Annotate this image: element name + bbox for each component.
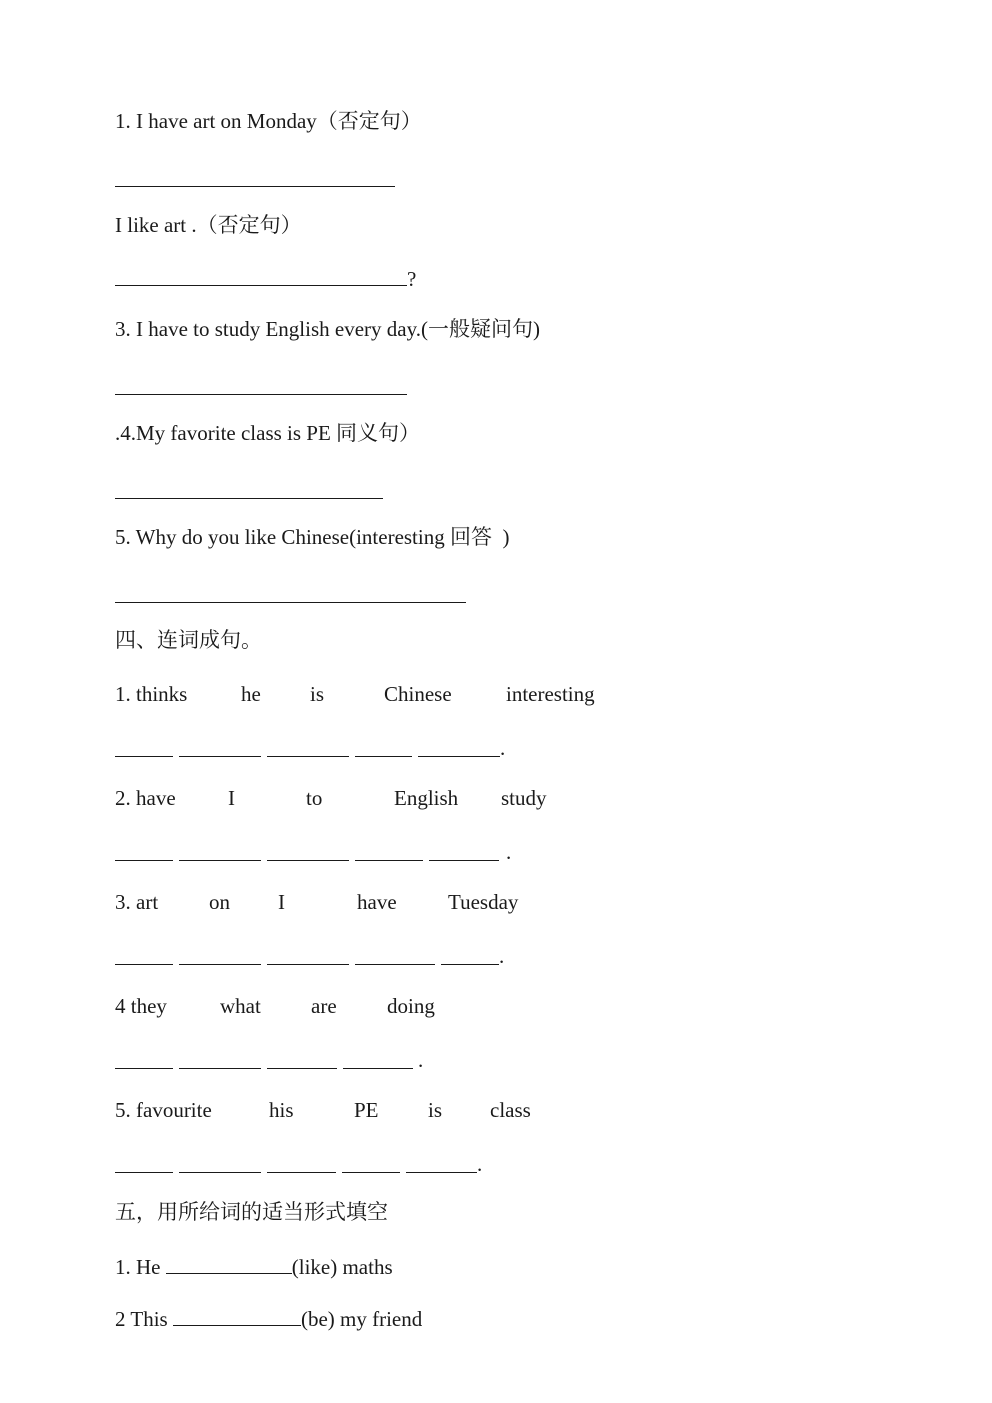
answer-line-3[interactable] bbox=[115, 374, 407, 401]
blank[interactable] bbox=[115, 1172, 173, 1173]
blank[interactable] bbox=[179, 756, 261, 757]
blank[interactable] bbox=[418, 756, 500, 757]
blank[interactable] bbox=[267, 1172, 336, 1173]
word: study bbox=[501, 786, 547, 810]
word: have bbox=[357, 890, 397, 914]
fill-2-prefix: 2 This bbox=[115, 1307, 173, 1331]
blank[interactable] bbox=[115, 756, 173, 757]
period: . bbox=[418, 1048, 424, 1072]
question-2-prompt: I like art .（否定句） bbox=[115, 213, 302, 237]
blank[interactable] bbox=[115, 1068, 173, 1069]
word: his bbox=[269, 1098, 294, 1122]
word: on bbox=[209, 890, 230, 914]
period: . bbox=[477, 1152, 483, 1176]
fill-2-suffix: (be) my friend bbox=[300, 1307, 423, 1331]
blank[interactable] bbox=[267, 860, 349, 861]
question-4-prompt: .4.My favorite class is PE 同义句） bbox=[115, 421, 421, 445]
question-1-prompt: 1. I have art on Monday（否定句） bbox=[115, 109, 422, 133]
word: 2. have bbox=[115, 786, 176, 810]
word: I bbox=[228, 786, 235, 810]
word: 4 they bbox=[115, 994, 167, 1018]
section-5-heading: 五，用所给词的适当形式填空 bbox=[115, 1200, 388, 1224]
answer-line-4[interactable] bbox=[115, 478, 383, 505]
blank[interactable] bbox=[429, 860, 499, 861]
section-4-heading: 四、连词成句。 bbox=[115, 628, 262, 652]
word: I bbox=[278, 890, 285, 914]
word: PE bbox=[354, 1098, 379, 1122]
question-5-prompt: 5. Why do you like Chinese(interesting 回答 ) bbox=[115, 525, 510, 549]
word: he bbox=[241, 682, 261, 706]
word: 5. favourite bbox=[115, 1098, 212, 1122]
blank[interactable] bbox=[267, 756, 349, 757]
blank[interactable] bbox=[441, 964, 499, 965]
blank[interactable] bbox=[179, 1068, 261, 1069]
fill-question-2 bbox=[115, 1305, 422, 1332]
blank[interactable] bbox=[115, 860, 173, 861]
blank[interactable] bbox=[179, 1172, 261, 1173]
word: interesting bbox=[506, 682, 595, 706]
word: class bbox=[490, 1098, 531, 1122]
answer-line-2[interactable] bbox=[115, 265, 416, 292]
word: to bbox=[306, 786, 323, 810]
period: . bbox=[499, 944, 505, 968]
word: 3. art bbox=[115, 890, 159, 914]
word: English bbox=[394, 786, 459, 810]
word: is bbox=[310, 682, 325, 706]
period: . bbox=[500, 736, 506, 760]
answer-line-5[interactable] bbox=[115, 582, 466, 609]
fill-1-prefix: 1. He bbox=[115, 1255, 166, 1279]
word: Chinese bbox=[384, 682, 452, 706]
answer-line-1[interactable] bbox=[115, 166, 395, 193]
word: 1. thinks bbox=[115, 682, 188, 706]
blank[interactable] bbox=[343, 1068, 413, 1069]
fill-2-blank[interactable] bbox=[173, 1305, 301, 1326]
blank[interactable] bbox=[267, 1068, 337, 1069]
blank[interactable] bbox=[355, 756, 412, 757]
blank[interactable] bbox=[355, 860, 423, 861]
blank[interactable] bbox=[342, 1172, 400, 1173]
word: doing bbox=[387, 994, 435, 1018]
blank[interactable] bbox=[115, 964, 173, 965]
blank[interactable] bbox=[355, 964, 435, 965]
word: what bbox=[220, 994, 261, 1018]
blank[interactable] bbox=[179, 860, 261, 861]
answer-line-2-end: ? bbox=[407, 267, 417, 291]
blank[interactable] bbox=[179, 964, 261, 965]
blank[interactable] bbox=[406, 1172, 477, 1173]
fill-question-1 bbox=[115, 1253, 393, 1280]
word: is bbox=[428, 1098, 443, 1122]
question-3-prompt: 3. I have to study English every day.(一般疑问句) bbox=[115, 317, 540, 341]
blank[interactable] bbox=[267, 964, 349, 965]
word: Tuesday bbox=[448, 890, 519, 914]
period: . bbox=[506, 840, 512, 864]
word: are bbox=[311, 994, 337, 1018]
fill-1-blank[interactable] bbox=[166, 1253, 292, 1274]
fill-1-suffix: (like) maths bbox=[291, 1255, 393, 1279]
